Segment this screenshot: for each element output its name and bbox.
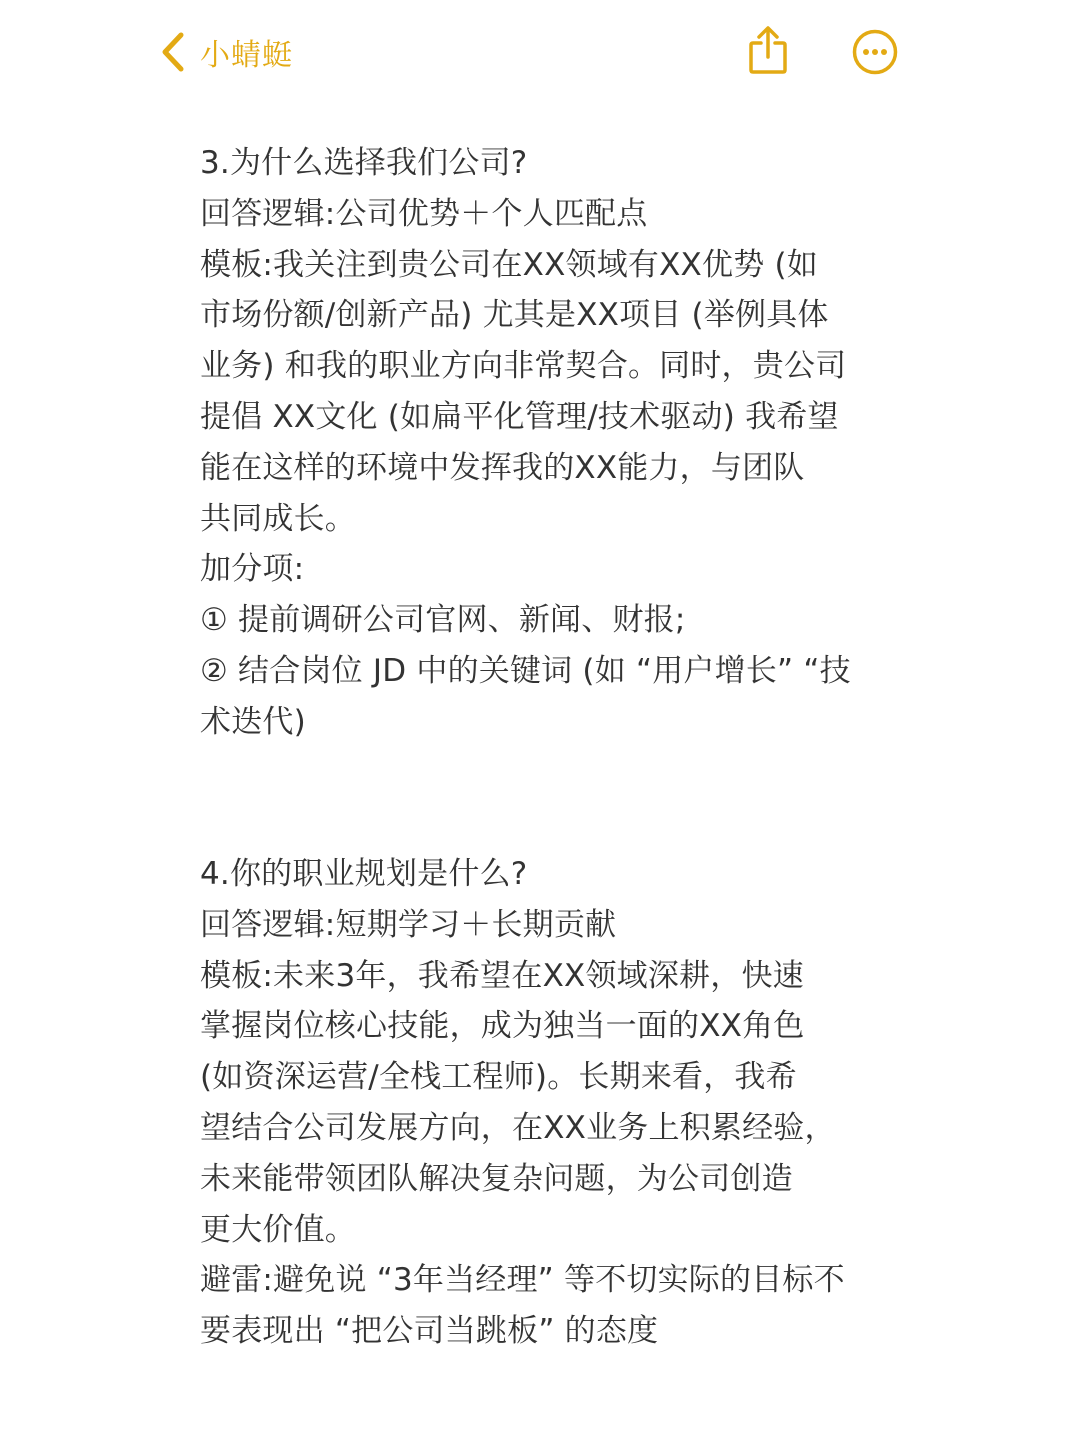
- note-section-career: [200, 849, 890, 1357]
- chevron-left-icon: [160, 32, 186, 72]
- note-line: 望结合公司发展方向，在XX业务上积累经验，: [200, 1109, 836, 1146]
- note-line: 回答逻辑:短期学习＋长期贡献: [200, 906, 617, 943]
- note-line: 4.你的职业规划是什么?: [200, 856, 528, 892]
- more-options-button[interactable]: [851, 28, 899, 76]
- top-navigation-bar: [0, 0, 1080, 100]
- share-button[interactable]: [744, 24, 792, 76]
- note-line: 业务) 和我的职业方向非常契合。同时，贵公司: [200, 348, 847, 385]
- note-line: 避雷:避免说 “3年当经理” 等不切实际的目标不: [200, 1262, 845, 1299]
- back-button[interactable]: [160, 28, 293, 76]
- back-label: 小蜻蜓: [200, 38, 293, 73]
- note-section-company: [200, 138, 890, 748]
- note-line: 共同成长。: [200, 500, 356, 537]
- note-line: 更大价值。: [200, 1211, 356, 1248]
- note-line: 模板:未来3年，我希望在XX领域深耕，快速: [200, 957, 804, 994]
- note-line: 回答逻辑:公司优势＋个人匹配点: [200, 195, 648, 232]
- note-line: 3.为什么选择我们公司?: [200, 145, 528, 181]
- note-line: 未来能带领团队解决复杂问题，为公司创造: [200, 1160, 793, 1197]
- note-line: 提倡 XX文化 (如扁平化管理/技术驱动) 我希望: [200, 398, 839, 435]
- note-line: 模板:我关注到贵公司在XX领域有XX优势 (如: [200, 246, 818, 283]
- note-line: 掌握岗位核心技能，成为独当一面的XX角色: [200, 1008, 805, 1045]
- note-line: ① 提前调研公司官网、新闻、财报;: [200, 602, 686, 639]
- note-line: (如资深运营/全栈工程师)。长期来看，我希: [200, 1059, 797, 1096]
- more-icon: [851, 61, 899, 80]
- note-line: 加分项:: [200, 551, 305, 588]
- note-line: ② 结合岗位 JD 中的关键词 (如 “用户增长” “技: [200, 652, 851, 689]
- note-line: 能在这样的环境中发挥我的XX能力，与团队: [200, 449, 805, 486]
- note-line: 要表现出 “把公司当跳板” 的态度: [200, 1313, 659, 1350]
- note-line: 术迭代): [200, 703, 306, 740]
- note-line: 市场份额/创新产品) 尤其是XX项目 (举例具体: [200, 297, 829, 334]
- share-icon: [744, 61, 792, 80]
